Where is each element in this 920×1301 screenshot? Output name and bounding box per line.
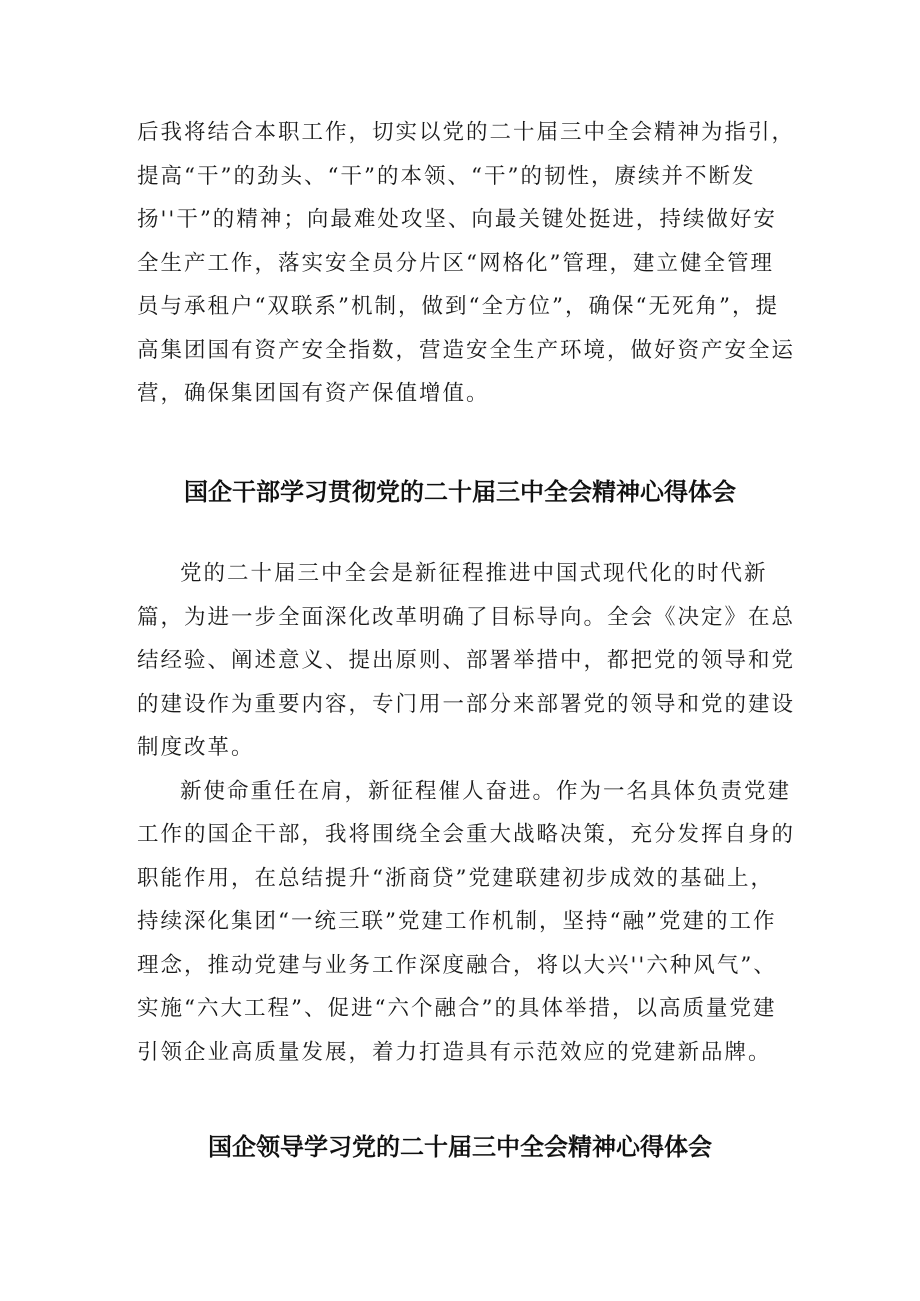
paragraph: 党的二十届三中全会是新征程推进中国式现代化的时代新篇，为进一步全面深化改革明确了目标导向。全会《决定》在总结经验、阐述意义、提出原则、部署举措中，都把党的领导和党的建设作为重要内容，专门用一部分来部署党的领导和党的建设制度改革。 [137,561,796,760]
intro-paragraph: 后我将结合本职工作，切实以党的二十届三中全会精神为指引，提高“干”的劲头、“干”的本领、“干”的韧性，赓续并不断发扬''干”的精神；向最难处攻坚、向最关键处挺进，持续做好安全生产工作，落实安全员分片区“网格化”管理，建立健全管理员与承租户“双联系”机制，做到“全方位”，确保“无死角”，提高集团国有资产安全指数，营造安全生产环境，做好资产安全运营，确保集团国有资产保值增值。 [137,120,796,406]
paragraph: 新使命重任在肩，新征程催人奋进。作为一名具体负责党建工作的国企干部，我将围绕全会重大战略决策，充分发挥自身的职能作用，在总结提升“浙商贷”党建联建初步成效的基础上，持续深化集团“一统三联”党建工作机制，坚持“融”党建的工作理念，推动党建与业务工作深度融合，将以大兴''六种风气”、实施“六大工程”、促进“六个融合”的具体举措，以高质量党建引领企业高质量发展，着力打造具有示范效应的党建新品牌。 [137,778,796,1065]
section-body-cadre [137,552,797,1074]
section-heading-cadre: 国企干部学习贯彻党的二十届三中全会精神心得体会 [184,478,736,506]
intro-text-block [137,111,797,416]
section-heading-leader: 国企领导学习党的二十届三中全会精神心得体会 [208,1133,712,1161]
